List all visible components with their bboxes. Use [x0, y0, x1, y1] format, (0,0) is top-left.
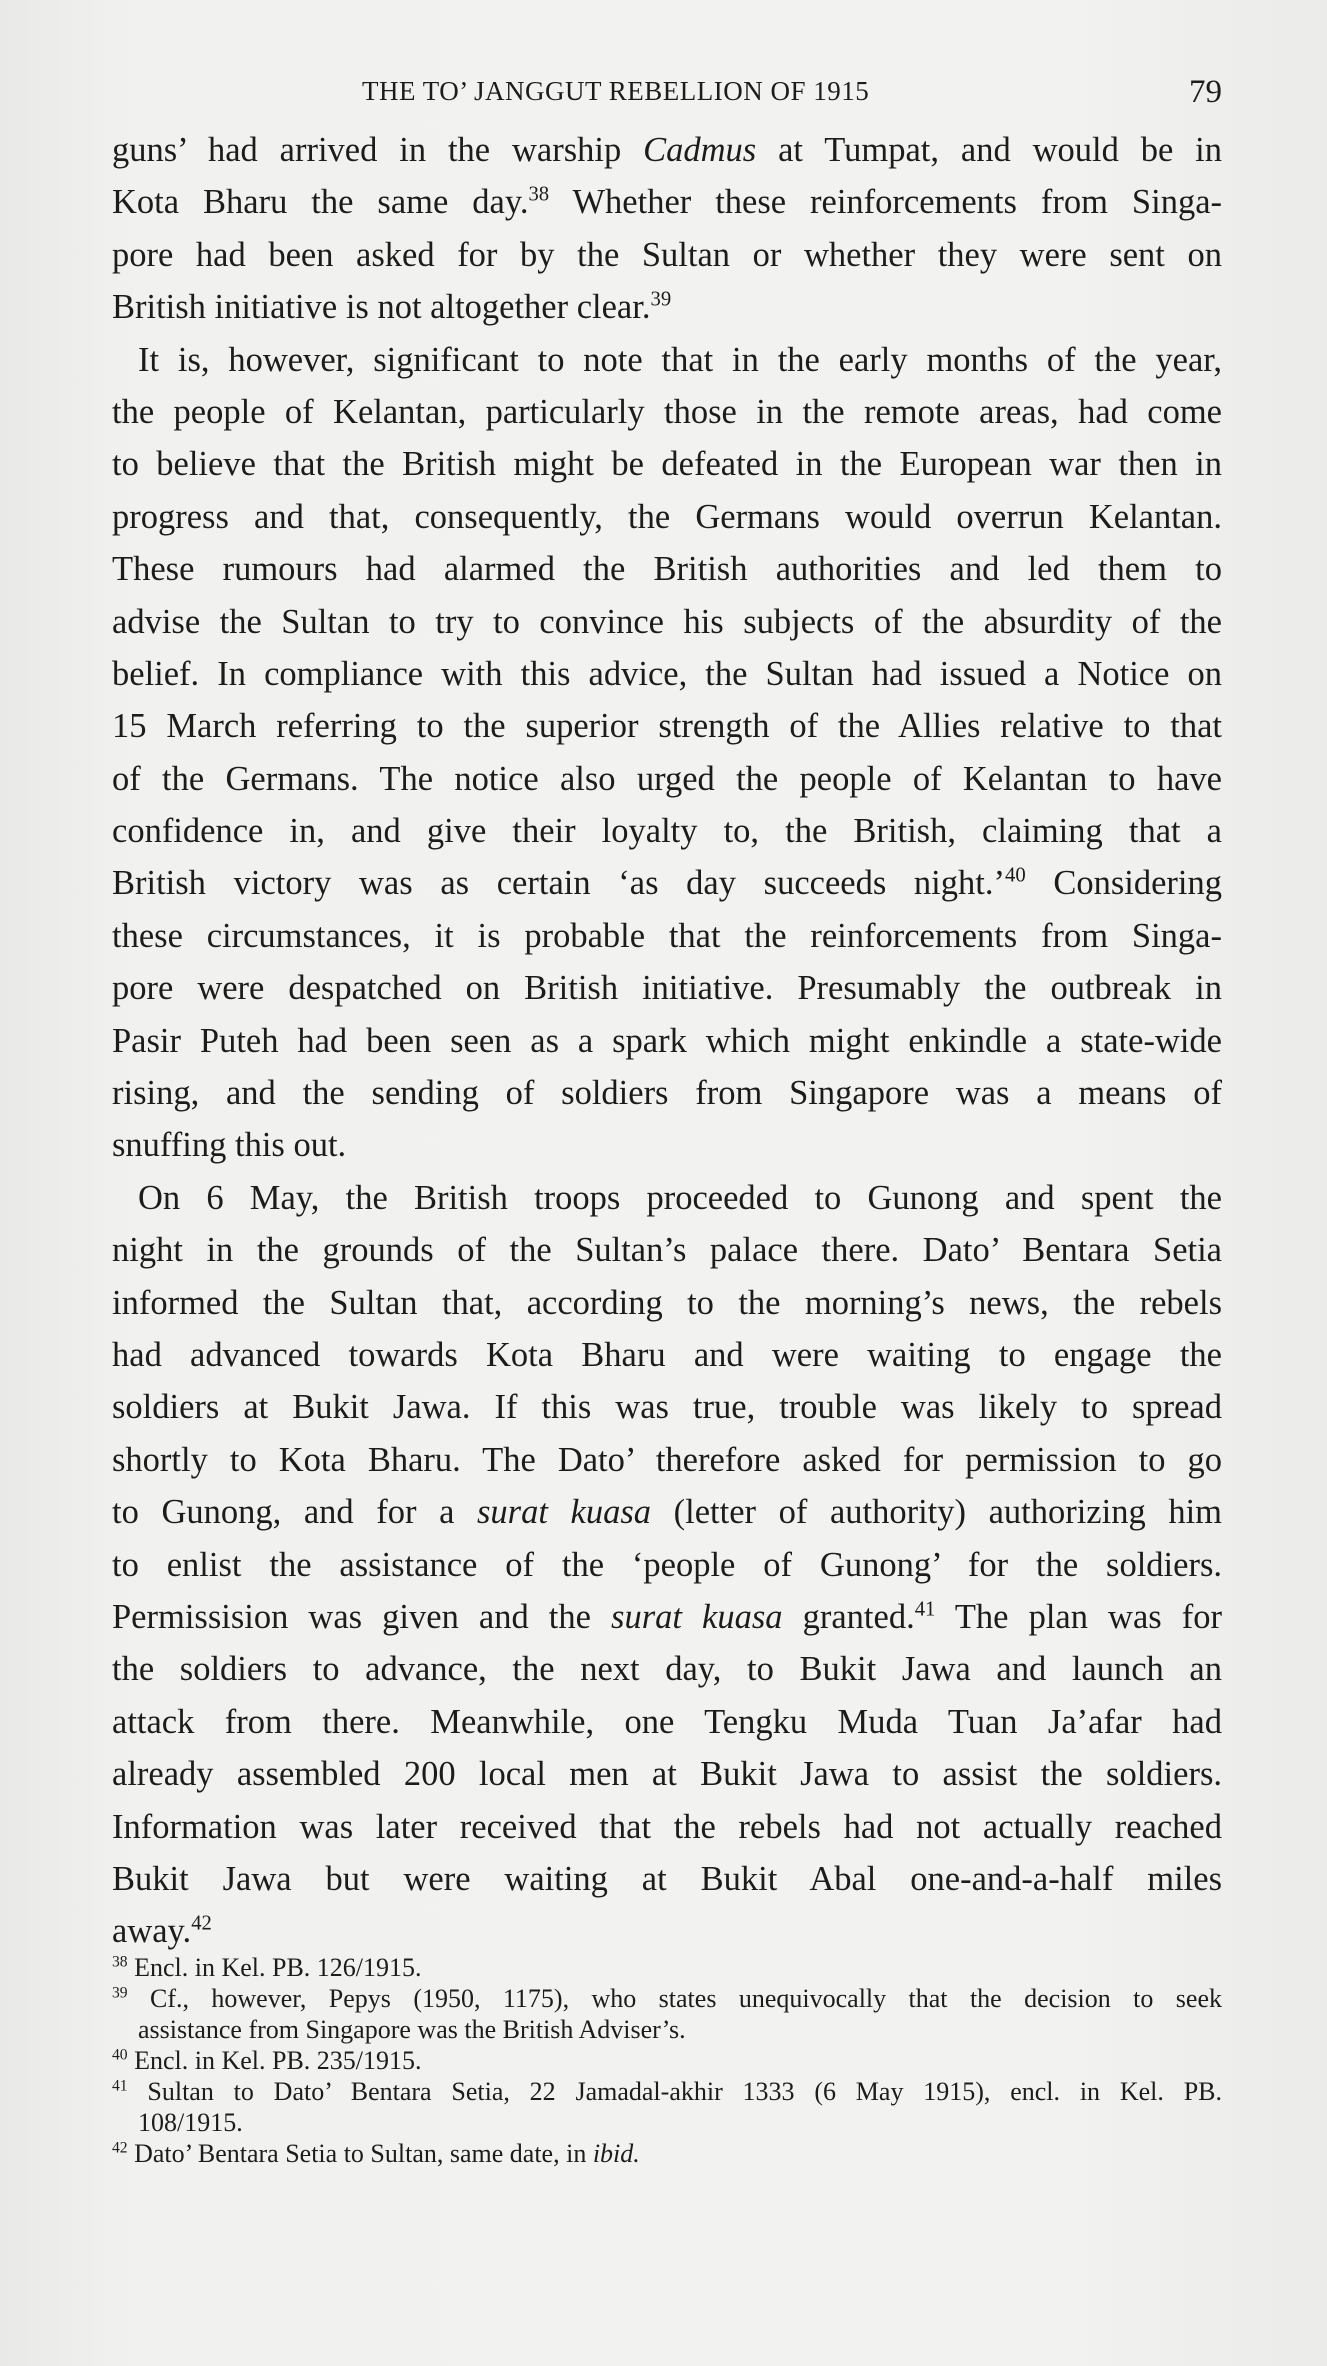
text-run: granted. — [782, 1597, 915, 1636]
text-line — [112, 1329, 1222, 1381]
text-run: pore had been asked for by the Sultan or whether they were sent on — [112, 235, 1222, 274]
running-header — [110, 76, 1222, 120]
text-run: soldiers at Bukit Jawa. If this was true, trouble was likely to spread — [112, 1388, 1222, 1427]
text-run: Permissision was given and the — [112, 1597, 612, 1636]
text-line — [112, 1853, 1222, 1905]
text-run: It is, however, significant to note that in the early months of the year, — [138, 340, 1222, 379]
footnote-ref: 38 — [112, 1953, 128, 1971]
text-line — [112, 1696, 1222, 1748]
text-run: shortly to Kota Bharu. The Dato’ therefore asked for permission to go — [112, 1440, 1222, 1479]
text-run: British victory was as certain ‘as day succeeds night.’ — [112, 864, 1005, 903]
text-line — [112, 1434, 1222, 1486]
text-line — [112, 1172, 1222, 1224]
text-run: Cf., however, Pepys (1950, 1175), who states unequivocally that the decision to seek — [127, 1984, 1222, 2013]
footnote-ref: 39 — [650, 288, 672, 311]
text-run: Dato’ Bentara Setia to Sultan, same date, in — [127, 2139, 593, 2168]
text-line — [112, 1591, 1222, 1643]
text-run: to believe that the British might be defeated in the European war then in — [112, 445, 1222, 484]
text-line — [112, 857, 1222, 909]
page-number: 79 — [1189, 74, 1222, 110]
text-line — [112, 805, 1222, 857]
text-line — [112, 648, 1222, 700]
text-run: away. — [112, 1912, 192, 1951]
text-run: The plan was for — [935, 1597, 1223, 1636]
text-run: the people of Kelantan, particularly those in the remote areas, had come — [112, 392, 1222, 431]
text-line — [112, 1801, 1222, 1853]
text-line — [112, 753, 1222, 805]
text-line — [112, 1643, 1222, 1695]
text-line — [112, 491, 1222, 543]
text-line — [112, 1015, 1222, 1067]
text-run: (letter of authority) authorizing him — [651, 1493, 1222, 1532]
text-run: ibid. — [592, 2139, 640, 2168]
footnotes — [112, 1952, 1222, 2169]
text-line — [112, 910, 1222, 962]
text-run: these circumstances, it is probable that the reinforcements from Singa- — [112, 916, 1222, 955]
text-line — [112, 1905, 1222, 1957]
text-run: informed the Sultan that, according to the morning’s news, the rebels — [112, 1283, 1222, 1322]
text-run: surat kuasa — [611, 1597, 783, 1636]
text-run: These rumours had alarmed the British authorities and led them to — [112, 550, 1222, 589]
body-text — [112, 124, 1222, 1958]
text-run: guns’ had arrived in the warship — [112, 131, 644, 169]
footnote-ref: 41 — [914, 1598, 936, 1621]
text-run: progress and that, consequently, the Germans would overrun Kelantan. — [112, 497, 1222, 536]
text-line — [112, 596, 1222, 648]
text-line — [112, 124, 1222, 176]
text-line — [112, 334, 1222, 386]
text-line — [112, 700, 1222, 752]
text-run: surat kuasa — [477, 1493, 652, 1532]
text-run: Pasir Puteh had been seen as a spark which might enkindle a state-wide — [112, 1021, 1222, 1060]
footnote-line — [112, 2076, 1222, 2107]
footnote-line — [112, 2014, 1222, 2045]
text-run: 108/1915. — [138, 2108, 243, 2137]
footnote-ref: 42 — [191, 1912, 212, 1935]
text-run: Cadmus — [643, 131, 757, 169]
text-run: Information was later received that the rebels had not actually reached — [112, 1807, 1222, 1846]
footnote-ref: 40 — [112, 2046, 128, 2064]
text-line — [112, 1119, 1222, 1171]
text-run: Kota Bharu the same day. — [112, 183, 529, 222]
footnote-line — [112, 1983, 1222, 2014]
text-line — [112, 1224, 1222, 1276]
text-line — [112, 1381, 1222, 1433]
footnote-line — [112, 1952, 1222, 1983]
text-line — [112, 281, 1222, 333]
text-run: night in the grounds of the Sultan’s palace there. Dato’ Bentara Setia — [112, 1231, 1222, 1270]
text-run: snuffing this out. — [112, 1126, 347, 1165]
running-title: THE TO’ JANGGUT REBELLION OF 1915 — [362, 76, 870, 106]
text-line — [112, 229, 1222, 281]
footnote-ref: 41 — [112, 2077, 128, 2095]
text-run: attack from there. Meanwhile, one Tengku Muda Tuan Ja’afar had — [112, 1702, 1222, 1741]
text-run: Encl. in Kel. PB. 126/1915. — [127, 1953, 422, 1982]
text-line — [112, 1067, 1222, 1119]
text-line — [112, 962, 1222, 1014]
text-run: to Gunong, and for a — [112, 1493, 477, 1532]
text-line — [112, 1277, 1222, 1329]
text-run: Considering — [1025, 864, 1222, 903]
text-line — [112, 176, 1222, 228]
text-run: 15 March referring to the superior strength of the Allies relative to that — [112, 707, 1222, 746]
footnote-ref: 42 — [112, 2139, 128, 2157]
text-line — [112, 386, 1222, 438]
text-run: of the Germans. The notice also urged the people of Kelantan to have — [112, 759, 1222, 798]
text-run: rising, and the sending of soldiers from Singapore was a means of — [112, 1074, 1222, 1113]
text-run: Sultan to Dato’ Bentara Setia, 22 Jamadal-akhir 1333 (6 May 1915), encl. in Kel. PB. — [127, 2077, 1222, 2106]
text-line — [112, 438, 1222, 490]
footnote-line — [112, 2138, 1222, 2169]
text-line — [112, 1748, 1222, 1800]
text-run: at Tumpat, and would be in — [756, 131, 1222, 169]
text-run: to enlist the assistance of the ‘people of Gunong’ for the soldiers. — [112, 1545, 1222, 1584]
footnote-line — [112, 2045, 1222, 2076]
text-run: confidence in, and give their loyalty to, the British, claiming that a — [112, 812, 1222, 851]
footnote-line — [112, 2107, 1222, 2138]
text-run: Encl. in Kel. PB. 235/1915. — [127, 2046, 422, 2075]
text-run: had advanced towards Kota Bharu and were waiting to engage the — [112, 1335, 1222, 1374]
text-run: Whether these reinforcements from Singa- — [549, 183, 1223, 222]
text-run: already assembled 200 local men at Bukit Jawa to assist the soldiers. — [112, 1755, 1222, 1794]
text-run: Bukit Jawa but were waiting at Bukit Abal one-and-a-half miles — [112, 1859, 1222, 1898]
text-run: advise the Sultan to try to convince his subjects of the absurdity of the — [112, 602, 1222, 641]
footnote-ref: 38 — [528, 183, 550, 206]
text-run: belief. In compliance with this advice, the Sultan had issued a Notice on — [112, 654, 1222, 693]
text-run: the soldiers to advance, the next day, to Bukit Jawa and launch an — [112, 1650, 1222, 1689]
footnote-ref: 39 — [112, 1984, 128, 2002]
text-run: assistance from Singapore was the British Adviser’s. — [138, 2015, 686, 2044]
text-line — [112, 1486, 1222, 1538]
text-run: British initiative is not altogether clear. — [112, 288, 651, 327]
text-run: pore were despatched on British initiative. Presumably the outbreak in — [112, 969, 1222, 1008]
text-line — [112, 1539, 1222, 1591]
text-run: On 6 May, the British troops proceeded to Gunong and spent the — [138, 1178, 1222, 1217]
text-line — [112, 543, 1222, 595]
footnote-ref: 40 — [1004, 865, 1026, 888]
